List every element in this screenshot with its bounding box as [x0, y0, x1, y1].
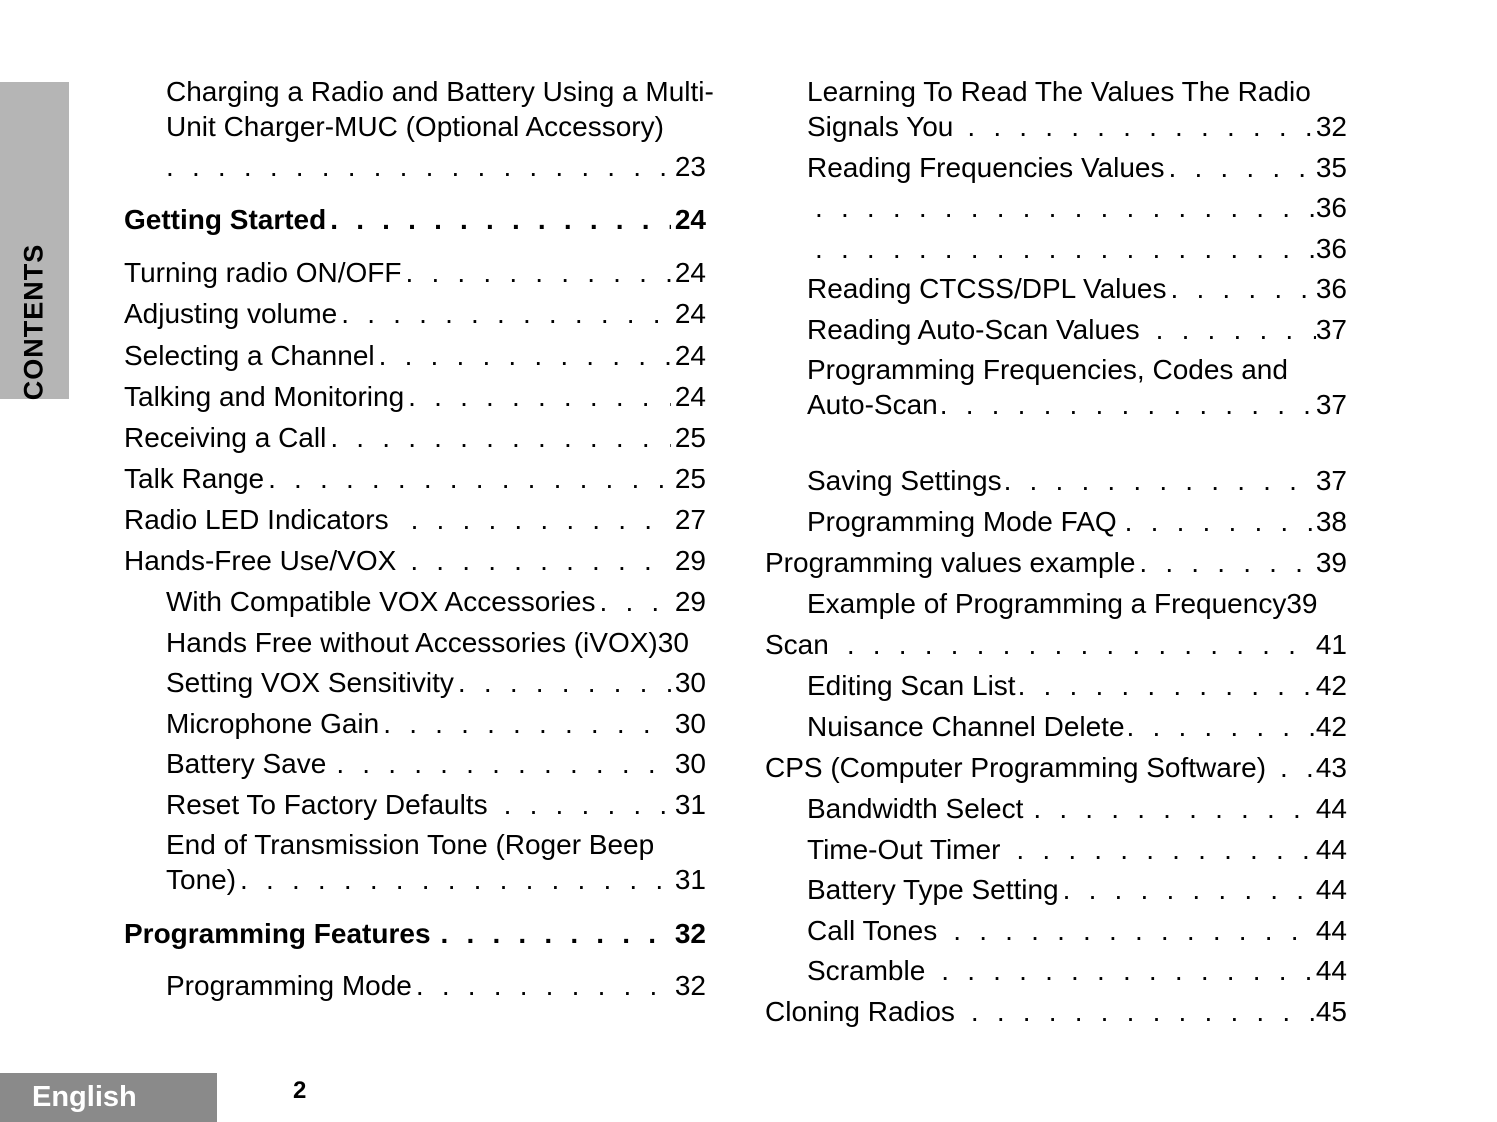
toc-entry[interactable] — [166, 625, 718, 660]
leader-dots — [967, 109, 1315, 144]
toc-entry-page: 35 — [1315, 152, 1347, 183]
toc-entry[interactable] — [124, 502, 706, 537]
toc-entry-title: Hands Free without Accessories (iVOX) — [166, 627, 658, 658]
leader-dots — [1139, 545, 1315, 580]
toc-entry-page: 30 — [657, 627, 689, 658]
leader-dots — [941, 953, 1316, 988]
toc-entry-title: Reading Frequencies Values — [807, 152, 1165, 183]
toc-entry-title: Battery Save — [166, 748, 327, 779]
leader-dots — [1280, 750, 1316, 785]
toc-entry-page: 24 — [674, 257, 706, 288]
toc-entry-title: Cloning Radios — [765, 996, 955, 1027]
leader-dots — [940, 387, 1316, 422]
toc-entry[interactable] — [807, 312, 1347, 347]
toc-entry-page: 32 — [674, 918, 706, 949]
leader-dots — [341, 296, 671, 331]
toc-entry-page: 39 — [1286, 588, 1318, 619]
leader-dots — [379, 338, 671, 373]
toc-entry-page: 36 — [1315, 192, 1347, 223]
toc-entry[interactable] — [166, 584, 706, 619]
leader-dots — [1127, 709, 1316, 744]
toc-entry-page: 44 — [1315, 793, 1347, 824]
toc-entry-page: 43 — [1315, 752, 1347, 783]
toc-entry-title: Tone) — [166, 864, 237, 895]
toc-entry-title: Scan — [765, 629, 829, 660]
leader-dots — [411, 502, 671, 537]
toc-entry-title: Example of Programming a Frequency — [807, 588, 1287, 619]
toc-entry-title: Talk Range — [124, 463, 265, 494]
toc-entry[interactable] — [807, 872, 1347, 907]
leader-dots — [1018, 668, 1316, 703]
toc-entry-title: With Compatible VOX Accessories — [166, 586, 596, 617]
leader-dots — [268, 461, 671, 496]
leader-dots — [441, 916, 671, 951]
leader-dots — [330, 420, 671, 455]
toc-entry[interactable] — [807, 709, 1347, 744]
toc-entry[interactable] — [166, 706, 706, 741]
leader-dots — [1063, 872, 1316, 907]
toc-entry-title: Adjusting volume — [124, 298, 338, 329]
toc-entry-title: Unit Charger-MUC (Optional Accessory) — [166, 111, 664, 142]
toc-entry-page: 37 — [1315, 465, 1347, 496]
leader-dots — [336, 746, 671, 781]
toc-entry[interactable] — [124, 379, 706, 414]
toc-entry[interactable] — [124, 461, 706, 496]
toc-entry-page: 32 — [1315, 111, 1347, 142]
leader-dots — [1156, 312, 1316, 347]
toc-entry[interactable] — [765, 994, 1347, 1029]
leader-dots — [1016, 832, 1315, 867]
toc-entry-page: 37 — [1315, 314, 1347, 345]
toc-entry[interactable] — [807, 150, 1347, 185]
toc-entry-title: Learning To Read The Values The Radio — [807, 76, 1311, 107]
toc-entry[interactable] — [166, 787, 706, 822]
toc-entry[interactable] — [807, 953, 1347, 988]
toc-entry-page: 42 — [1315, 670, 1347, 701]
toc-entry-page: 39 — [1315, 547, 1347, 578]
leader-dots — [504, 787, 671, 822]
toc-entry-page: 24 — [674, 381, 706, 412]
toc-entry[interactable] — [807, 832, 1347, 867]
toc-entry[interactable] — [124, 296, 706, 331]
toc-entry[interactable] — [807, 586, 1347, 621]
leader-dots — [1168, 150, 1315, 185]
toc-entry[interactable] — [166, 746, 706, 781]
toc-entry[interactable] — [807, 463, 1347, 498]
leader-dots — [815, 231, 1316, 266]
toc-entry-title: Bandwidth Select — [807, 793, 1024, 824]
toc-entry-title: Editing Scan List — [807, 670, 1016, 701]
toc-entry[interactable] — [807, 352, 1347, 422]
toc-entry[interactable] — [807, 271, 1347, 306]
toc-entry[interactable] — [807, 74, 1347, 144]
toc-entry[interactable] — [124, 255, 706, 290]
toc-entry-page: 30 — [674, 667, 706, 698]
toc-entry-page: 25 — [674, 422, 706, 453]
toc-entry-title: Time-Out Timer — [807, 834, 1001, 865]
toc-entry-page: 23 — [674, 151, 706, 182]
toc-entry-title: Talking and Monitoring — [124, 381, 405, 412]
toc-entry-title: CPS (Computer Programming Software) — [765, 752, 1267, 783]
language-tab: English — [0, 1073, 217, 1122]
toc-entry-page: 44 — [1315, 915, 1347, 946]
leader-dots — [330, 202, 671, 237]
leader-dots — [416, 968, 671, 1003]
leader-dots — [166, 149, 671, 184]
toc-entry-page: 44 — [1315, 834, 1347, 865]
toc-entry-page: 27 — [674, 504, 706, 535]
leader-dots — [1171, 271, 1316, 306]
toc-entry-title: Auto-Scan — [807, 389, 938, 420]
toc-entry[interactable] — [807, 913, 1347, 948]
leader-dots — [815, 190, 1316, 225]
toc-entry[interactable] — [807, 504, 1347, 539]
toc-entry-title: Scramble — [807, 955, 926, 986]
toc-entry-title: Signals You — [807, 111, 954, 142]
toc-entry-page: 36 — [1315, 233, 1347, 264]
toc-entry-page: 44 — [1315, 955, 1347, 986]
toc-entry-title: Microphone Gain — [166, 708, 380, 739]
toc-entry-page: 45 — [1315, 996, 1347, 1027]
toc-entry-title: Call Tones — [807, 915, 938, 946]
toc-entry-page: 38 — [1315, 506, 1347, 537]
toc-entry[interactable] — [807, 231, 1347, 266]
leader-dots — [408, 379, 671, 414]
toc-entry-title: Reading CTCSS/DPL Values — [807, 273, 1167, 304]
toc-entry-page: 29 — [674, 545, 706, 576]
toc-section-title: Programming Features — [124, 918, 431, 949]
toc-entry-title: Programming values example — [765, 547, 1136, 578]
toc-section-getting-started[interactable] — [124, 202, 706, 237]
toc-entry-page: 29 — [674, 586, 706, 617]
toc-entry-title: Battery Type Setting — [807, 874, 1059, 905]
toc-entry-page: 36 — [1315, 273, 1347, 304]
leader-dots — [240, 862, 671, 897]
toc-entry-page: 24 — [674, 298, 706, 329]
toc-entry-title: Hands-Free Use/VOX — [124, 545, 397, 576]
toc-entry-title: Radio LED Indicators — [124, 504, 389, 535]
toc-entry-page: 42 — [1315, 711, 1347, 742]
contents-side-tab — [0, 82, 69, 399]
toc-entry-page: 30 — [674, 708, 706, 739]
toc-entry-page: 32 — [674, 970, 706, 1001]
toc-entry-title: Receiving a Call — [124, 422, 327, 453]
toc-entry-title: Setting VOX Sensitivity — [166, 667, 454, 698]
leader-dots — [847, 627, 1316, 662]
toc-entry-page: 44 — [1315, 874, 1347, 905]
toc-entry-title: Reading Auto-Scan Values — [807, 314, 1140, 345]
toc-entry[interactable] — [166, 74, 714, 184]
toc-entry-page: 24 — [674, 204, 706, 235]
toc-entry[interactable] — [765, 545, 1347, 580]
toc-section-title: Getting Started — [124, 204, 327, 235]
toc-entry-title: Selecting a Channel — [124, 340, 375, 371]
contents-label: CONTENTS — [18, 243, 49, 401]
toc-entry-page: 25 — [674, 463, 706, 494]
toc-entry[interactable] — [124, 543, 706, 578]
toc-entry[interactable] — [124, 338, 706, 373]
toc-entry-title: Nuisance Channel Delete — [807, 711, 1125, 742]
toc-entry-title: Programming Mode FAQ — [807, 506, 1117, 537]
toc-entry-page: 30 — [674, 748, 706, 779]
toc-entry-page: 41 — [1315, 629, 1347, 660]
toc-entry-title: Programming Mode — [166, 970, 412, 1001]
leader-dots — [971, 994, 1316, 1029]
page-number: 2 — [293, 1077, 307, 1104]
leader-dots — [1033, 791, 1315, 826]
toc-entry-page: 37 — [1315, 389, 1347, 420]
toc-entry[interactable] — [807, 791, 1347, 826]
toc-entry-title: End of Transmission Tone (Roger Beep — [166, 829, 655, 860]
toc-entry-page: 24 — [674, 340, 706, 371]
leader-dots — [458, 665, 671, 700]
toc-entry-title: Programming Frequencies, Codes and — [807, 354, 1288, 385]
toc-entry[interactable] — [807, 190, 1347, 225]
leader-dots — [1004, 463, 1316, 498]
toc-entry-title: Charging a Radio and Battery Using a Multi- — [166, 76, 714, 107]
toc-entry-title: Reset To Factory Defaults — [166, 789, 488, 820]
leader-dots — [1125, 504, 1316, 539]
leader-dots — [953, 913, 1316, 948]
toc-entry[interactable] — [166, 827, 706, 897]
toc-entry-page: 31 — [674, 789, 706, 820]
leader-dots — [600, 584, 671, 619]
toc-section-programming-features[interactable] — [124, 916, 706, 951]
toc-entry-title: Turning radio ON/OFF — [124, 257, 402, 288]
toc-entry-title: Saving Settings — [807, 465, 1002, 496]
toc-entry[interactable] — [166, 968, 706, 1003]
leader-dots — [410, 543, 671, 578]
toc-entry[interactable] — [765, 750, 1347, 785]
toc-entry[interactable] — [124, 420, 706, 455]
toc-entry-page: 31 — [674, 864, 706, 895]
toc-entry[interactable] — [807, 668, 1347, 703]
toc-entry[interactable] — [765, 627, 1347, 662]
leader-dots — [405, 255, 670, 290]
leader-dots — [383, 706, 671, 741]
toc-entry[interactable] — [166, 665, 706, 700]
